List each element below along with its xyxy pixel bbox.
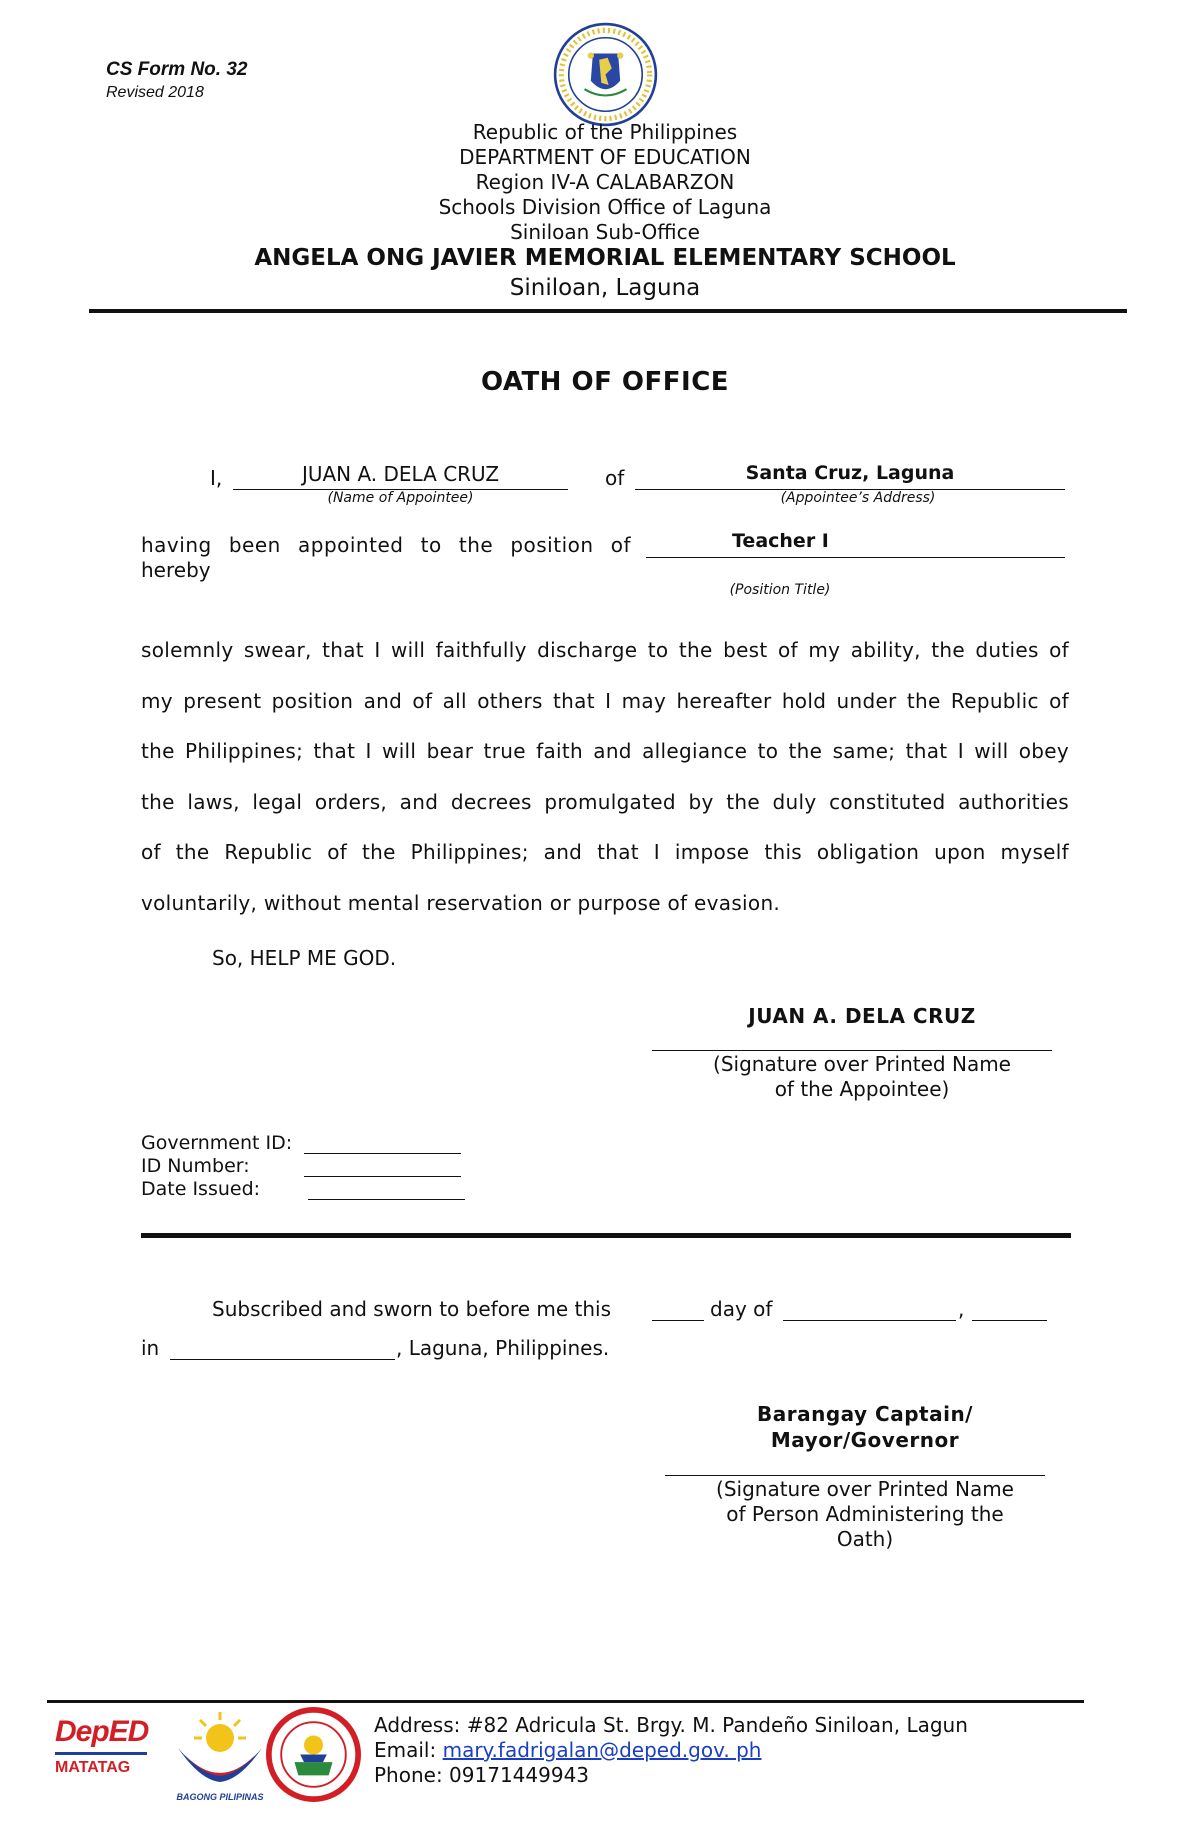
header-suboffice: Siniloan Sub-Office — [510, 220, 700, 244]
footer-phone: Phone: 09171449943 — [374, 1763, 590, 1787]
id-number-line — [304, 1176, 461, 1177]
deped-logo-text: DepED — [55, 1715, 149, 1748]
school-name: ANGELA ONG JAVIER MEMORIAL ELEMENTARY SCHOOL — [254, 245, 956, 271]
school-town: Siniloan, Laguna — [509, 275, 701, 301]
oath-line-1: solemnly swear, that I will faithfully discharge to the best of my ability, the duties of — [141, 638, 1069, 662]
administrator-caption-3: Oath) — [836, 1527, 894, 1551]
footer-email-row — [374, 1738, 968, 1763]
signature-name: JUAN A. DELA CRUZ — [748, 1004, 976, 1028]
signature-line — [652, 1050, 1052, 1051]
month-blank — [783, 1320, 956, 1321]
deped-seal-icon — [553, 22, 658, 127]
school-seal-icon — [266, 1707, 361, 1802]
position-caption: (Position Title) — [729, 582, 831, 598]
i-label: I, — [210, 466, 223, 490]
date-issued-line — [308, 1199, 465, 1200]
closing-text: So, HELP ME GOD. — [212, 946, 397, 970]
administrator-title-1: Barangay Captain/ — [757, 1402, 973, 1426]
form-number: CS Form No. 32 — [106, 59, 248, 80]
sworn-text-2: day of — [710, 1297, 773, 1321]
bagong-pilipinas-logo — [170, 1708, 270, 1803]
oath-line-2: my present position and of all others that I may hereafter hold under the Republic of — [141, 688, 1069, 713]
oath-line-6: voluntarily, without mental reservation or purpose of evasion. — [141, 890, 781, 915]
footer-divider — [47, 1700, 1084, 1703]
sworn-comma: , — [958, 1297, 965, 1321]
footer-contact — [374, 1713, 968, 1788]
oath-line-3: the Philippines; that I will bear true faith and allegiance to the same; that I will obey — [141, 739, 1069, 763]
administrator-caption-2: of Person Administering the — [726, 1502, 1004, 1526]
signature-caption-2: of the Appointee) — [774, 1077, 950, 1101]
position-title-value: Teacher I — [732, 530, 829, 552]
footer-email-label: Email: — [374, 1738, 437, 1762]
administrator-title-2: Mayor/Governor — [770, 1428, 960, 1452]
oath-line-5: of the Republic of the Philippines; and that I impose this obligation upon myself — [141, 840, 1069, 864]
position-prefix: having been appointed to the position of — [141, 533, 631, 557]
sworn-in-label: in — [141, 1336, 160, 1360]
hereby-label: hereby — [141, 558, 211, 582]
name-caption: (Name of Appointee) — [327, 490, 474, 506]
administrator-signature-line — [665, 1475, 1045, 1476]
sworn-text-1: Subscribed and sworn to before me this — [212, 1297, 612, 1321]
oath-line-4: the laws, legal orders, and decrees promulgated by the duly constituted authorities — [141, 789, 1069, 814]
of-label: of — [605, 466, 625, 490]
government-id-label: Government ID: — [141, 1132, 293, 1154]
deped-matatag-logo — [55, 1715, 155, 1805]
matatag-logo-text: MATATAG — [55, 1759, 131, 1776]
footer-address: Address: #82 Adricula St. Brgy. M. Pandeño Siniloan, Lagun — [374, 1713, 968, 1737]
bagong-pilipinas-emblem-icon — [170, 1708, 270, 1788]
page-title: OATH OF OFFICE — [480, 367, 730, 397]
administrator-caption-1: (Signature over Printed Name — [716, 1477, 1014, 1501]
bagong-pilipinas-text: BAGONG PILIPINAS — [176, 1792, 264, 1802]
address-caption: (Appointee’s Address) — [780, 490, 936, 506]
place-blank — [170, 1359, 395, 1360]
id-number-label: ID Number: — [141, 1155, 250, 1177]
signature-caption-1: (Signature over Printed Name — [713, 1052, 1011, 1076]
appointee-name-field: JUAN A. DELA CRUZ — [233, 462, 568, 490]
day-blank — [652, 1320, 704, 1321]
header-region: Region IV-A CALABARZON — [475, 170, 735, 194]
oath-paragraph — [141, 625, 1069, 928]
year-blank — [972, 1320, 1047, 1321]
deped-logo-bar — [55, 1752, 147, 1755]
header-department: DEPARTMENT OF EDUCATION — [459, 145, 751, 169]
footer-email-link[interactable]: mary.fadrigalan@deped.gov. ph — [442, 1738, 762, 1762]
header-republic: Republic of the Philippines — [472, 120, 738, 144]
date-issued-label: Date Issued: — [141, 1178, 261, 1200]
header-division: Schools Division Office of Laguna — [438, 195, 772, 219]
form-revision: Revised 2018 — [106, 84, 204, 101]
position-title-field — [646, 530, 1065, 558]
header-divider — [89, 309, 1127, 313]
government-id-line — [304, 1153, 461, 1154]
sworn-place-suffix: , Laguna, Philippines. — [396, 1336, 610, 1360]
section-divider — [141, 1233, 1071, 1238]
appointee-address-field: Santa Cruz, Laguna — [635, 462, 1065, 490]
